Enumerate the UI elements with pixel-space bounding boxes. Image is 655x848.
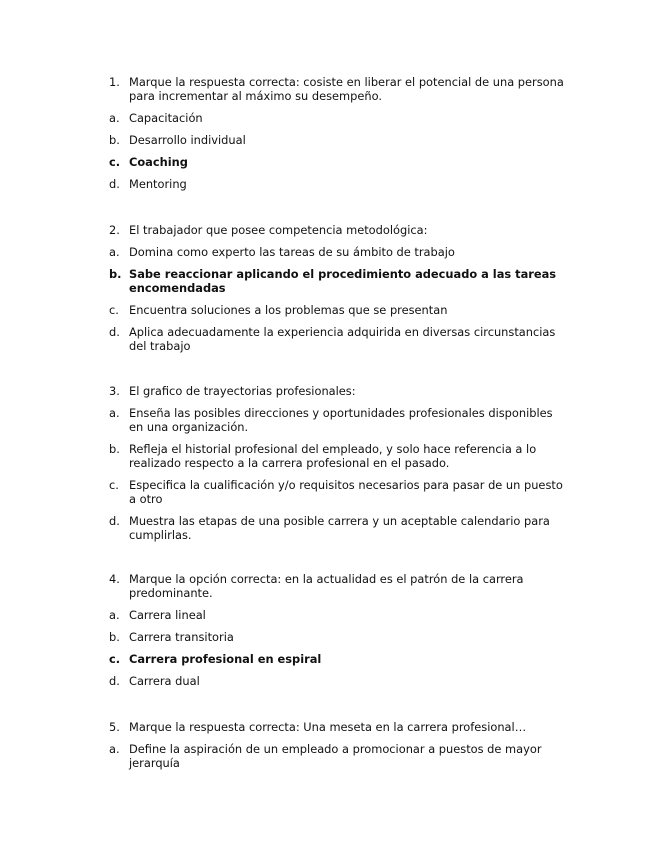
option-text: Domina como experto las tareas de su ámbito de trabajo — [129, 245, 455, 259]
option-letter: c. — [109, 652, 121, 666]
option-letter: a. — [109, 111, 120, 125]
question-number: 2. — [109, 223, 120, 237]
option-letter: b. — [109, 442, 120, 456]
answer-option — [109, 478, 569, 506]
answer-option — [109, 630, 569, 644]
option-letter: c. — [109, 478, 119, 492]
answer-option — [109, 742, 569, 770]
option-text: Encuentra soluciones a los problemas que se presentan — [129, 303, 448, 317]
answer-option — [109, 245, 569, 259]
question-stem — [109, 223, 569, 237]
option-text: Carrera dual — [129, 674, 200, 688]
question-2 — [109, 223, 569, 353]
question-text: El trabajador que posee competencia metodológica: — [129, 223, 428, 237]
question-text: Marque la respuesta correcta: cosiste en liberar el potencial de una persona para incrementar al máximo su desempeño. — [129, 75, 564, 103]
answer-option-selected — [109, 652, 569, 666]
answer-option — [109, 111, 569, 125]
option-text: Sabe reaccionar aplicando el procedimiento adecuado a las tareas encomendadas — [129, 267, 557, 295]
question-text: Marque la opción correcta: en la actualidad es el patrón de la carrera predominante. — [129, 572, 524, 600]
question-stem — [109, 572, 569, 600]
question-number: 1. — [109, 75, 120, 89]
question-number: 4. — [109, 572, 120, 586]
option-letter: d. — [109, 514, 120, 528]
answer-option — [109, 325, 569, 353]
answer-option — [109, 514, 569, 542]
option-text: Carrera lineal — [129, 608, 206, 622]
option-letter: c. — [109, 303, 119, 317]
option-letter: a. — [109, 608, 120, 622]
option-text: Refleja el historial profesional del empleado, y solo hace referencia a lo realizado respecto a la carrera profesional en el pasado. — [129, 442, 537, 470]
option-text: Carrera transitoria — [129, 630, 234, 644]
answer-option — [109, 674, 569, 688]
answer-option — [109, 133, 569, 147]
question-text: Marque la respuesta correcta: Una meseta en la carrera profesional… — [129, 720, 527, 734]
option-letter: b. — [109, 630, 120, 644]
option-text: Define la aspiración de un empleado a promocionar a puestos de mayor jerarquía — [129, 742, 542, 770]
option-text: Desarrollo individual — [129, 133, 246, 147]
question-stem — [109, 75, 569, 103]
answer-option — [109, 177, 569, 191]
option-letter: b. — [109, 133, 120, 147]
option-text: Carrera profesional en espiral — [129, 652, 322, 666]
option-letter: a. — [109, 245, 120, 259]
question-5 — [109, 720, 569, 770]
question-number: 3. — [109, 384, 120, 398]
answer-option — [109, 406, 569, 434]
option-letter: b. — [109, 267, 122, 281]
option-text: Capacitación — [129, 111, 203, 125]
answer-option-selected — [109, 267, 569, 295]
option-text: Enseña las posibles direcciones y oportunidades profesionales disponibles en una organización. — [129, 406, 553, 434]
question-1 — [109, 75, 569, 191]
answer-option — [109, 303, 569, 317]
question-stem — [109, 384, 569, 398]
option-letter: a. — [109, 742, 120, 756]
option-text: Mentoring — [129, 177, 187, 191]
option-letter: a. — [109, 406, 120, 420]
option-letter: c. — [109, 155, 121, 169]
question-4 — [109, 572, 569, 688]
option-letter: d. — [109, 325, 120, 339]
question-text: El grafico de trayectorias profesionales: — [129, 384, 356, 398]
option-letter: d. — [109, 674, 120, 688]
option-text: Aplica adecuadamente la experiencia adquirida en diversas circunstancias del trabajo — [129, 325, 556, 353]
question-3 — [109, 384, 569, 542]
answer-option — [109, 442, 569, 470]
option-text: Coaching — [129, 155, 188, 169]
answer-option — [109, 608, 569, 622]
option-text: Muestra las etapas de una posible carrera y un aceptable calendario para cumplirlas. — [129, 514, 550, 542]
answer-option-selected — [109, 155, 569, 169]
question-number: 5. — [109, 720, 120, 734]
option-text: Especifica la cualificación y/o requisitos necesarios para pasar de un puesto a otro — [129, 478, 563, 506]
question-stem — [109, 720, 569, 734]
option-letter: d. — [109, 177, 120, 191]
